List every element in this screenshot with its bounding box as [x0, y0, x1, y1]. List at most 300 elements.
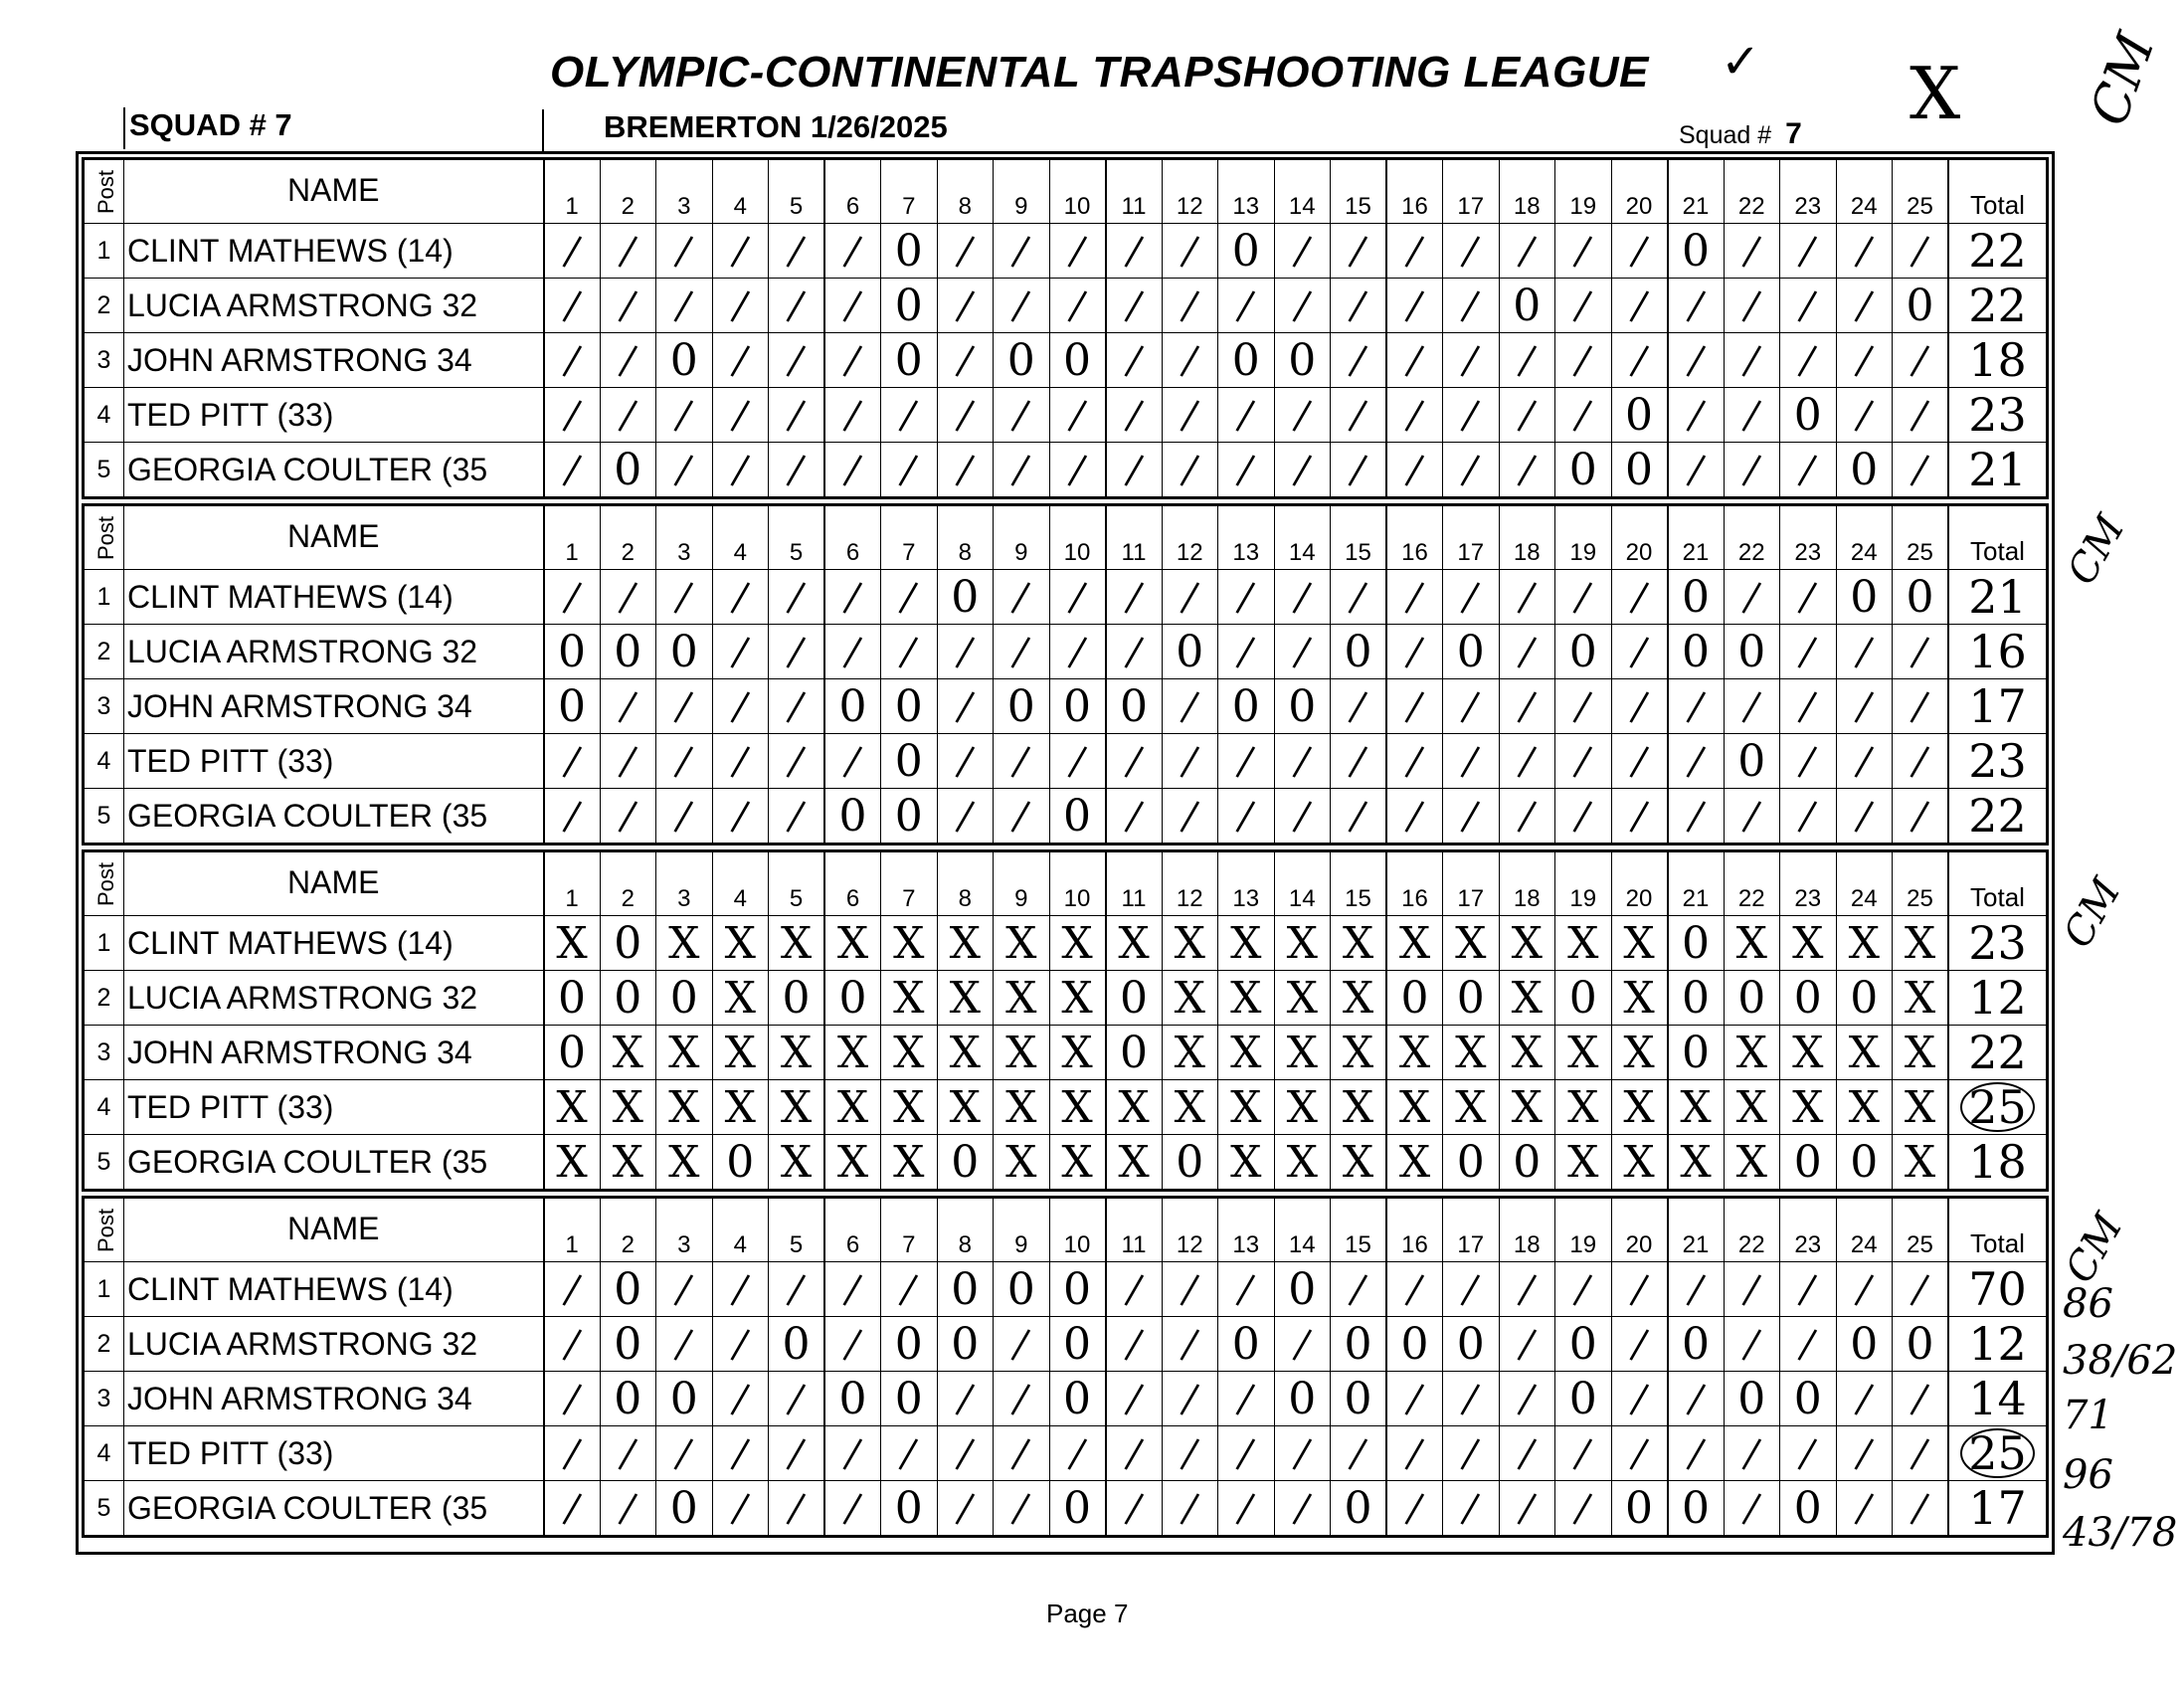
shot-cell — [656, 734, 713, 789]
shot-cell — [1724, 1026, 1780, 1080]
hit-slash-mark: / — [1908, 1426, 1932, 1480]
shot-cell — [1499, 1426, 1555, 1481]
hit-x-mark: X — [724, 972, 756, 1024]
post-header-label: Post — [93, 515, 119, 560]
target-number: 23 — [1780, 852, 1837, 916]
shot-cell — [1836, 1026, 1893, 1080]
hit-slash-mark: / — [560, 1372, 584, 1425]
hit-slash-mark: / — [1458, 1481, 1483, 1535]
hit-slash-mark: / — [784, 1262, 809, 1316]
miss-mark: 0 — [782, 1318, 811, 1370]
hit-slash-mark: / — [1852, 1372, 1877, 1425]
shot-cell — [769, 1317, 825, 1372]
row-total — [1948, 388, 2047, 443]
target-number: 12 — [1162, 160, 1218, 224]
hit-x-mark: X — [1623, 1136, 1655, 1188]
shot-cell — [881, 971, 938, 1026]
hit-slash-mark: / — [1852, 734, 1877, 788]
row-total — [1948, 279, 2047, 333]
hit-slash-mark: / — [1795, 1262, 1820, 1316]
shot-cell — [656, 333, 713, 388]
hit-slash-mark: / — [1515, 1481, 1540, 1535]
target-number: 17 — [1443, 506, 1500, 570]
shot-cell — [994, 443, 1050, 497]
shot-cell — [1106, 1135, 1163, 1190]
hit-x-mark: X — [612, 1081, 643, 1133]
hit-x-mark: X — [1792, 1027, 1824, 1078]
hit-slash-mark: / — [616, 1481, 640, 1535]
hit-slash-mark: / — [1178, 443, 1202, 496]
hit-slash-mark: / — [1570, 734, 1595, 788]
hit-slash-mark: / — [616, 279, 640, 332]
row-total — [1948, 789, 2047, 844]
target-number: 16 — [1386, 506, 1443, 570]
target-number: 7 — [881, 1199, 938, 1262]
hit-x-mark: X — [1455, 1027, 1487, 1078]
shot-cell — [1331, 1080, 1387, 1135]
shot-cell — [994, 1135, 1050, 1190]
shot-cell — [1780, 625, 1837, 679]
shot-cell — [1443, 625, 1500, 679]
shot-cell — [824, 971, 881, 1026]
hit-slash-mark: / — [1346, 279, 1370, 332]
shot-cell — [600, 388, 656, 443]
shot-cell — [994, 789, 1050, 844]
hit-slash-mark: / — [671, 279, 696, 332]
hit-x-mark: X — [1567, 917, 1599, 969]
shot-cell — [1218, 679, 1275, 734]
miss-mark: 0 — [1513, 280, 1542, 331]
post-number: 3 — [85, 1026, 124, 1080]
miss-mark: 0 — [1793, 1136, 1822, 1188]
shot-cell — [1611, 789, 1668, 844]
shot-cell — [1780, 224, 1837, 279]
shooter-name: CLINT MATHEWS (14) — [124, 1262, 544, 1317]
target-number: 6 — [824, 506, 881, 570]
hit-x-mark: X — [780, 917, 813, 969]
shot-cell — [881, 625, 938, 679]
hit-slash-mark: / — [1908, 789, 1932, 843]
hit-slash-mark: / — [1290, 1426, 1315, 1480]
shot-cell — [1386, 1426, 1443, 1481]
row-total — [1948, 443, 2047, 497]
row-total-value: 21 — [1968, 443, 2027, 496]
shooter-row — [85, 1372, 2047, 1426]
shot-cell — [824, 1135, 881, 1190]
miss-mark: 0 — [1850, 972, 1879, 1024]
hit-slash-mark: / — [1065, 1426, 1089, 1480]
shot-cell — [600, 443, 656, 497]
hit-slash-mark: / — [616, 679, 640, 733]
shot-cell — [1836, 679, 1893, 734]
hit-slash-mark: / — [953, 443, 978, 496]
shot-cell — [1724, 333, 1780, 388]
row-total-value: 18 — [1968, 333, 2027, 387]
post-number: 4 — [85, 734, 124, 789]
row-total — [1948, 1481, 2047, 1536]
shot-cell — [1218, 1372, 1275, 1426]
post-number: 4 — [85, 1426, 124, 1481]
shot-cell — [1780, 1080, 1837, 1135]
hit-slash-mark: / — [953, 734, 978, 788]
shooter-row — [85, 443, 2047, 497]
shot-cell — [1331, 570, 1387, 625]
row-total-value: 23 — [1968, 734, 2027, 788]
miss-mark: 0 — [1456, 1136, 1485, 1188]
header-row — [85, 852, 2047, 916]
row-total-value: 18 — [1968, 1135, 2027, 1189]
shot-cell — [994, 224, 1050, 279]
shooter-name: TED PITT (33) — [124, 1080, 544, 1135]
shot-cell — [1836, 789, 1893, 844]
hit-x-mark: X — [1511, 917, 1543, 969]
post-number: 5 — [85, 1481, 124, 1536]
shot-cell — [1386, 1262, 1443, 1317]
target-number: 17 — [1443, 160, 1500, 224]
shot-cell — [1106, 1026, 1163, 1080]
shot-cell — [1274, 1317, 1331, 1372]
hit-slash-mark: / — [616, 570, 640, 624]
hit-slash-mark: / — [1346, 789, 1370, 843]
hit-slash-mark: / — [728, 679, 753, 733]
hit-slash-mark: / — [1178, 333, 1202, 387]
target-number: 20 — [1611, 160, 1668, 224]
shot-cell — [824, 789, 881, 844]
shot-cell — [712, 570, 769, 625]
hit-slash-mark: / — [953, 1481, 978, 1535]
shot-cell — [1049, 333, 1106, 388]
hit-slash-mark: / — [1065, 625, 1089, 678]
shooter-row — [85, 1317, 2047, 1372]
hit-x-mark: X — [1680, 1081, 1712, 1133]
shot-cell — [544, 333, 601, 388]
shot-cell — [1106, 1372, 1163, 1426]
hit-slash-mark: / — [671, 789, 696, 843]
hit-slash-mark: / — [1402, 1262, 1427, 1316]
shot-cell — [1893, 916, 1949, 971]
shot-cell — [1555, 734, 1612, 789]
shot-cell — [769, 570, 825, 625]
shot-cell — [1106, 224, 1163, 279]
hit-x-mark: X — [1735, 1027, 1767, 1078]
shot-cell — [656, 1481, 713, 1536]
hit-slash-mark: / — [560, 789, 584, 843]
target-number: 20 — [1611, 852, 1668, 916]
miss-mark: 0 — [1120, 1027, 1148, 1078]
shot-cell — [1049, 570, 1106, 625]
shot-cell — [1893, 734, 1949, 789]
shot-cell — [881, 916, 938, 971]
total-header: Total — [1948, 852, 2047, 916]
post-number: 5 — [85, 1135, 124, 1190]
shot-cell — [712, 333, 769, 388]
target-number: 4 — [712, 506, 769, 570]
hit-slash-mark: / — [728, 443, 753, 496]
shot-cell — [1611, 333, 1668, 388]
target-number: 10 — [1049, 1199, 1106, 1262]
shot-cell — [1331, 1372, 1387, 1426]
hit-slash-mark: / — [671, 388, 696, 442]
round-3 — [82, 849, 2049, 1192]
shot-cell — [1724, 1372, 1780, 1426]
hit-slash-mark: / — [1570, 224, 1595, 278]
side-total: 71 — [2063, 1393, 2113, 1438]
hit-x-mark: X — [612, 1136, 643, 1188]
hit-slash-mark: / — [840, 279, 865, 332]
hit-slash-mark: / — [1570, 388, 1595, 442]
hit-slash-mark: / — [1515, 1426, 1540, 1480]
shot-cell — [1611, 916, 1668, 971]
row-total — [1948, 971, 2047, 1026]
hit-slash-mark: / — [840, 224, 865, 278]
hit-x-mark: X — [893, 972, 925, 1024]
target-number: 8 — [937, 1199, 994, 1262]
hit-slash-mark: / — [1515, 333, 1540, 387]
hit-slash-mark: / — [1515, 570, 1540, 624]
shot-cell — [1106, 734, 1163, 789]
shot-cell — [1218, 443, 1275, 497]
shot-cell — [712, 279, 769, 333]
hit-x-mark: X — [893, 1027, 925, 1078]
hit-slash-mark: / — [1795, 443, 1820, 496]
score-table — [84, 505, 2047, 844]
hit-slash-mark: / — [1627, 734, 1651, 788]
shot-cell — [1780, 789, 1837, 844]
shot-cell — [712, 734, 769, 789]
shot-cell — [1049, 1372, 1106, 1426]
hit-slash-mark: / — [671, 224, 696, 278]
shot-cell — [1331, 279, 1387, 333]
target-number: 15 — [1331, 1199, 1387, 1262]
shot-cell — [1555, 625, 1612, 679]
shooter-row — [85, 679, 2047, 734]
hit-slash-mark: / — [896, 443, 921, 496]
shot-cell — [1162, 1080, 1218, 1135]
shot-cell — [1668, 1026, 1725, 1080]
shot-cell — [544, 971, 601, 1026]
miss-mark: 0 — [1682, 1027, 1710, 1078]
hit-slash-mark: / — [1908, 1372, 1932, 1425]
miss-mark: 0 — [614, 1373, 642, 1424]
shooter-row — [85, 279, 2047, 333]
shot-cell — [1386, 1135, 1443, 1190]
shot-cell — [824, 1372, 881, 1426]
shot-cell — [1218, 625, 1275, 679]
shot-cell — [1836, 916, 1893, 971]
shot-cell — [1780, 279, 1837, 333]
hit-slash-mark: / — [616, 333, 640, 387]
shot-cell — [1218, 789, 1275, 844]
shot-cell — [1274, 789, 1331, 844]
hit-slash-mark: / — [1795, 333, 1820, 387]
row-total-value: 12 — [1968, 971, 2027, 1025]
shot-cell — [937, 1135, 994, 1190]
shot-cell — [600, 570, 656, 625]
miss-mark: 0 — [838, 790, 867, 842]
hit-x-mark: X — [1623, 1027, 1655, 1078]
shot-cell — [712, 1372, 769, 1426]
hit-slash-mark: / — [840, 1481, 865, 1535]
target-number: 19 — [1555, 160, 1612, 224]
league-title: OLYMPIC-CONTINENTAL TRAPSHOOTING LEAGUE — [550, 48, 1649, 96]
shot-cell — [881, 570, 938, 625]
hit-slash-mark: / — [1233, 570, 1258, 624]
miss-mark: 0 — [1513, 1136, 1542, 1188]
shot-cell — [1780, 1317, 1837, 1372]
hit-slash-mark: / — [1458, 443, 1483, 496]
shot-cell — [1049, 224, 1106, 279]
hit-slash-mark: / — [728, 625, 753, 678]
hit-x-mark: X — [612, 1027, 643, 1078]
hit-slash-mark: / — [1233, 1426, 1258, 1480]
target-number: 23 — [1780, 160, 1837, 224]
hit-slash-mark: / — [671, 570, 696, 624]
hit-slash-mark: / — [1627, 1426, 1651, 1480]
shot-cell — [937, 570, 994, 625]
post-header — [85, 160, 124, 224]
hit-slash-mark: / — [1570, 279, 1595, 332]
shot-cell — [1386, 734, 1443, 789]
hit-slash-mark: / — [671, 443, 696, 496]
shot-cell — [769, 333, 825, 388]
shot-cell — [1274, 1135, 1331, 1190]
miss-mark: 0 — [669, 972, 698, 1024]
shot-cell — [544, 388, 601, 443]
hit-x-mark: X — [724, 1027, 756, 1078]
shot-cell — [881, 1262, 938, 1317]
top-check-mark: ✓ — [1721, 34, 1761, 90]
hit-slash-mark: / — [1627, 333, 1651, 387]
shot-cell — [1331, 1426, 1387, 1481]
hit-slash-mark: / — [728, 734, 753, 788]
shot-cell — [1106, 1080, 1163, 1135]
target-number: 24 — [1836, 506, 1893, 570]
hit-slash-mark: / — [1908, 734, 1932, 788]
hit-x-mark: X — [724, 1081, 756, 1133]
shot-cell — [1443, 971, 1500, 1026]
shot-cell — [1331, 1262, 1387, 1317]
shot-cell — [937, 916, 994, 971]
miss-mark: 0 — [838, 972, 867, 1024]
target-number: 6 — [824, 160, 881, 224]
shot-cell — [600, 1026, 656, 1080]
shot-cell — [544, 443, 601, 497]
hit-slash-mark: / — [784, 1481, 809, 1535]
shot-cell — [769, 1372, 825, 1426]
target-number: 25 — [1893, 160, 1949, 224]
shot-cell — [937, 224, 994, 279]
shot-cell — [1724, 1080, 1780, 1135]
shot-cell — [1499, 1262, 1555, 1317]
hit-x-mark: X — [949, 1081, 981, 1133]
miss-mark: 0 — [894, 1318, 923, 1370]
shot-cell — [712, 679, 769, 734]
target-number: 23 — [1780, 506, 1837, 570]
hit-slash-mark: / — [1008, 1481, 1033, 1535]
target-number: 5 — [769, 1199, 825, 1262]
miss-mark: 0 — [1006, 1263, 1035, 1315]
shot-cell — [1555, 1262, 1612, 1317]
shot-cell — [1893, 279, 1949, 333]
hit-slash-mark: / — [784, 625, 809, 678]
hit-slash-mark: / — [1684, 734, 1708, 788]
shooter-row — [85, 1262, 2047, 1317]
header-row — [85, 1199, 2047, 1262]
hit-slash-mark: / — [1122, 1262, 1146, 1316]
hit-x-mark: X — [1398, 1136, 1431, 1188]
hit-slash-mark: / — [840, 1426, 865, 1480]
miss-mark: 0 — [1568, 972, 1597, 1024]
shooter-name: TED PITT (33) — [124, 734, 544, 789]
hit-slash-mark: / — [1122, 1372, 1146, 1425]
hit-slash-mark: / — [1008, 279, 1033, 332]
shot-cell — [769, 224, 825, 279]
target-number: 4 — [712, 1199, 769, 1262]
target-number: 22 — [1724, 1199, 1780, 1262]
post-number: 4 — [85, 1080, 124, 1135]
shot-cell — [937, 1262, 994, 1317]
miss-mark: 0 — [1063, 790, 1091, 842]
shot-cell — [712, 971, 769, 1026]
hit-slash-mark: / — [1122, 789, 1146, 843]
hit-slash-mark: / — [1122, 224, 1146, 278]
shot-cell — [1611, 1481, 1668, 1536]
miss-mark: 0 — [1793, 389, 1822, 441]
hit-slash-mark: / — [1178, 1372, 1202, 1425]
shot-cell — [994, 916, 1050, 971]
hit-x-mark: X — [1398, 1081, 1431, 1133]
header-row — [85, 506, 2047, 570]
hit-slash-mark: / — [896, 625, 921, 678]
shot-cell — [937, 333, 994, 388]
shot-cell — [1331, 971, 1387, 1026]
shot-cell — [937, 1426, 994, 1481]
miss-mark: 0 — [1344, 1318, 1372, 1370]
shot-cell — [1443, 1426, 1500, 1481]
shooter-name: CLINT MATHEWS (14) — [124, 570, 544, 625]
hit-x-mark: X — [1623, 972, 1655, 1024]
shot-cell — [1331, 1317, 1387, 1372]
shot-cell — [600, 1481, 656, 1536]
shot-cell — [1836, 279, 1893, 333]
shot-cell — [1049, 1317, 1106, 1372]
hit-slash-mark: / — [1008, 570, 1033, 624]
shot-cell — [1106, 1481, 1163, 1536]
miss-mark: 0 — [1737, 626, 1766, 677]
hit-slash-mark: / — [1739, 224, 1764, 278]
hit-slash-mark: / — [1684, 1262, 1708, 1316]
post-number: 1 — [85, 570, 124, 625]
shot-cell — [1049, 388, 1106, 443]
shot-cell — [1668, 734, 1725, 789]
shot-cell — [1499, 570, 1555, 625]
hit-slash-mark: / — [1178, 679, 1202, 733]
hit-x-mark: X — [1174, 1027, 1205, 1078]
shot-cell — [1499, 1481, 1555, 1536]
shot-cell — [824, 916, 881, 971]
miss-mark: 0 — [1737, 972, 1766, 1024]
hit-slash-mark: / — [728, 1372, 753, 1425]
target-number: 2 — [600, 160, 656, 224]
hit-slash-mark: / — [784, 333, 809, 387]
target-number: 21 — [1668, 852, 1725, 916]
target-number: 13 — [1218, 160, 1275, 224]
hit-x-mark: X — [1005, 972, 1037, 1024]
miss-mark: 0 — [558, 626, 586, 677]
hit-slash-mark: / — [1178, 789, 1202, 843]
shot-cell — [1443, 916, 1500, 971]
shot-cell — [1836, 1080, 1893, 1135]
